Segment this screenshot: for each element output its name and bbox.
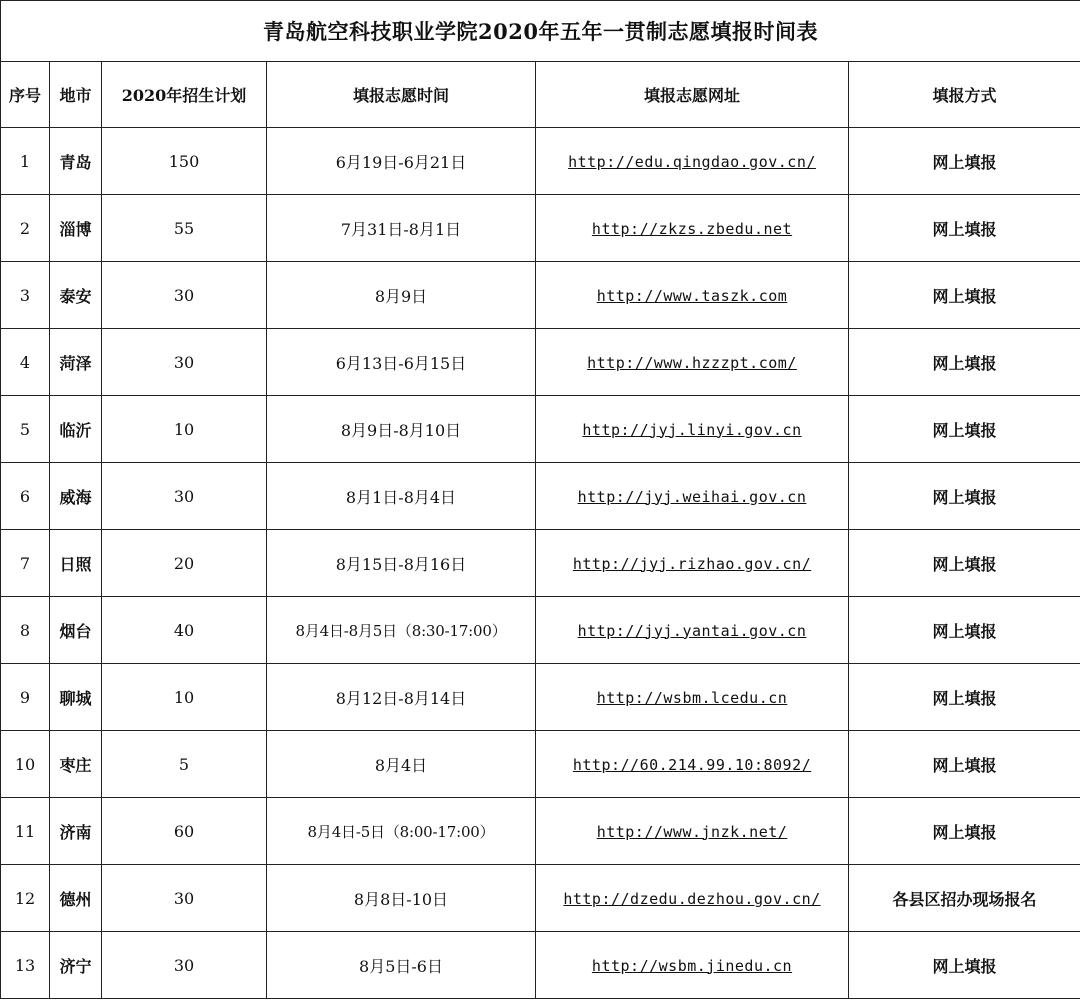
- row-number-cell: 8: [1, 597, 50, 664]
- header-row: [1, 62, 1080, 128]
- row-number-cell: 5: [1, 396, 50, 463]
- url-link[interactable]: http://dzedu.dezhou.gov.cn/: [563, 889, 821, 908]
- city-cell: 枣庄: [50, 731, 102, 798]
- table-row: [1, 664, 1080, 731]
- time-cell: 6月13日-6月15日: [267, 329, 536, 396]
- table-row: [1, 530, 1080, 597]
- url-link[interactable]: http://jyj.yantai.gov.cn: [577, 621, 807, 640]
- url-cell: [536, 128, 849, 195]
- time-cell: 8月12日-8月14日: [267, 664, 536, 731]
- url-link[interactable]: http://edu.qingdao.gov.cn/: [568, 152, 816, 171]
- city-cell: 烟台: [50, 597, 102, 664]
- url-link[interactable]: http://wsbm.lcedu.cn: [596, 688, 788, 707]
- row-number-cell: 7: [1, 530, 50, 597]
- url-link[interactable]: http://jyj.weihai.gov.cn: [577, 487, 807, 506]
- url-cell: [536, 865, 849, 932]
- method-cell: 网上填报: [849, 128, 1080, 195]
- row-number-cell: 4: [1, 329, 50, 396]
- row-number-cell: 1: [1, 128, 50, 195]
- city-cell: 淄博: [50, 195, 102, 262]
- row-number-cell: 13: [1, 932, 50, 999]
- method-cell: 网上填报: [849, 396, 1080, 463]
- city-cell: 青岛: [50, 128, 102, 195]
- plan-cell: 150: [102, 128, 267, 195]
- method-cell: 网上填报: [849, 329, 1080, 396]
- table-row: [1, 865, 1080, 932]
- url-link[interactable]: http://jyj.linyi.gov.cn: [582, 420, 802, 439]
- method-cell: 网上填报: [849, 195, 1080, 262]
- row-number-cell: 12: [1, 865, 50, 932]
- table-row: [1, 798, 1080, 865]
- row-number-cell: 9: [1, 664, 50, 731]
- url-cell: [536, 932, 849, 999]
- header-url: 填报志愿网址: [536, 62, 849, 128]
- row-number-cell: 2: [1, 195, 50, 262]
- row-number-cell: 3: [1, 262, 50, 329]
- time-cell: 8月1日-8月4日: [267, 463, 536, 530]
- plan-cell: 20: [102, 530, 267, 597]
- method-cell: 各县区招办现场报名: [849, 865, 1080, 932]
- row-number-cell: 6: [1, 463, 50, 530]
- table-row: [1, 463, 1080, 530]
- time-cell: 8月4日-5日（8:00-17:00）: [267, 798, 536, 865]
- table-row: [1, 262, 1080, 329]
- title-row: [1, 1, 1080, 62]
- time-cell: 8月8日-10日: [267, 865, 536, 932]
- url-link[interactable]: http://wsbm.jinedu.cn: [591, 956, 793, 975]
- plan-cell: 30: [102, 262, 267, 329]
- method-cell: 网上填报: [849, 932, 1080, 999]
- url-cell: [536, 195, 849, 262]
- time-cell: 8月9日: [267, 262, 536, 329]
- method-cell: 网上填报: [849, 530, 1080, 597]
- plan-cell: 10: [102, 396, 267, 463]
- table-title: 青岛航空科技职业学院2020年五年一贯制志愿填报时间表: [1, 1, 1080, 62]
- method-cell: 网上填报: [849, 597, 1080, 664]
- row-number-cell: 10: [1, 731, 50, 798]
- city-cell: 威海: [50, 463, 102, 530]
- header-city: 地市: [50, 62, 102, 128]
- city-cell: 济南: [50, 798, 102, 865]
- time-cell: 8月4日: [267, 731, 536, 798]
- city-cell: 菏泽: [50, 329, 102, 396]
- header-method: 填报方式: [849, 62, 1080, 128]
- table-row: [1, 128, 1080, 195]
- header-time: 填报志愿时间: [267, 62, 536, 128]
- url-cell: [536, 731, 849, 798]
- time-cell: 8月9日-8月10日: [267, 396, 536, 463]
- url-link[interactable]: http://60.214.99.10:8092/: [572, 755, 812, 774]
- plan-cell: 30: [102, 463, 267, 530]
- plan-cell: 10: [102, 664, 267, 731]
- url-link[interactable]: http://jyj.rizhao.gov.cn/: [572, 554, 812, 573]
- table-row: [1, 329, 1080, 396]
- url-cell: [536, 396, 849, 463]
- plan-cell: 40: [102, 597, 267, 664]
- url-cell: [536, 530, 849, 597]
- url-cell: [536, 262, 849, 329]
- url-cell: [536, 664, 849, 731]
- plan-cell: 60: [102, 798, 267, 865]
- time-cell: 8月4日-8月5日（8:30-17:00）: [267, 597, 536, 664]
- table-row: [1, 731, 1080, 798]
- method-cell: 网上填报: [849, 731, 1080, 798]
- time-cell: 7月31日-8月1日: [267, 195, 536, 262]
- url-link[interactable]: http://www.hzzzpt.com/: [587, 353, 797, 372]
- row-number-cell: 11: [1, 798, 50, 865]
- url-cell: [536, 798, 849, 865]
- city-cell: 泰安: [50, 262, 102, 329]
- header-no: 序号: [1, 62, 50, 128]
- city-cell: 济宁: [50, 932, 102, 999]
- city-cell: 德州: [50, 865, 102, 932]
- url-link[interactable]: http://zkzs.zbedu.net: [591, 219, 793, 238]
- method-cell: 网上填报: [849, 664, 1080, 731]
- city-cell: 聊城: [50, 664, 102, 731]
- table-row: [1, 396, 1080, 463]
- table-row: [1, 195, 1080, 262]
- header-plan: 2020年招生计划: [102, 62, 267, 128]
- plan-cell: 30: [102, 865, 267, 932]
- plan-cell: 30: [102, 932, 267, 999]
- url-cell: [536, 597, 849, 664]
- city-cell: 临沂: [50, 396, 102, 463]
- table-row: [1, 932, 1080, 999]
- city-cell: 日照: [50, 530, 102, 597]
- time-cell: 6月19日-6月21日: [267, 128, 536, 195]
- plan-cell: 55: [102, 195, 267, 262]
- method-cell: 网上填报: [849, 463, 1080, 530]
- url-link[interactable]: http://www.jnzk.net/: [596, 822, 788, 841]
- time-cell: 8月15日-8月16日: [267, 530, 536, 597]
- method-cell: 网上填报: [849, 798, 1080, 865]
- url-cell: [536, 329, 849, 396]
- plan-cell: 30: [102, 329, 267, 396]
- plan-cell: 5: [102, 731, 267, 798]
- url-cell: [536, 463, 849, 530]
- time-cell: 8月5日-6日: [267, 932, 536, 999]
- url-link[interactable]: http://www.taszk.com: [596, 286, 788, 305]
- method-cell: 网上填报: [849, 262, 1080, 329]
- table-row: [1, 597, 1080, 664]
